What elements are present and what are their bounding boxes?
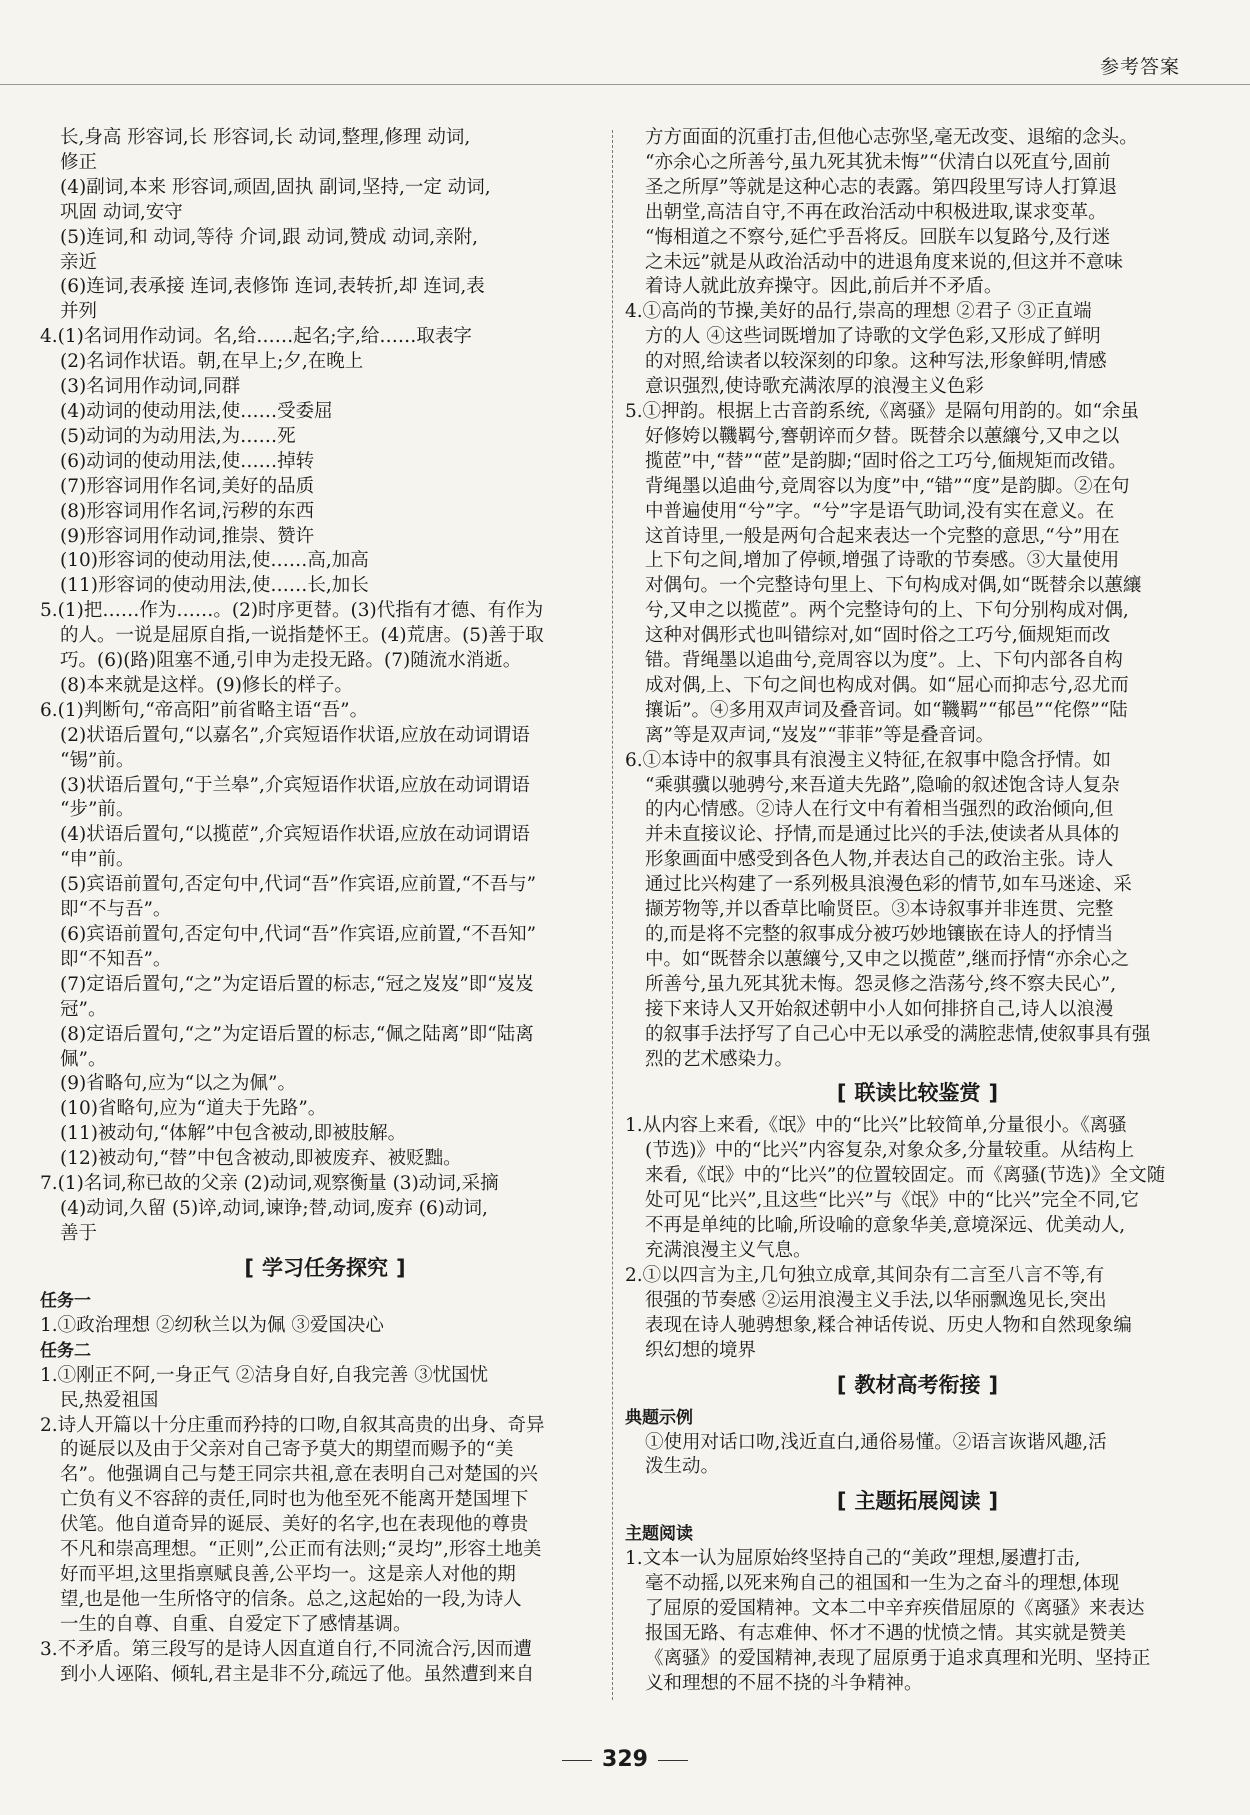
answer-line: (4)副词,本来 形容词,顽固,固执 副词,坚持,一定 动词, <box>60 176 491 198</box>
answer-line: 一生的自尊、自重、自爱定下了感情基调。 <box>60 1613 412 1635</box>
section-heading: [ 教材高考衔接 ] <box>836 1372 999 1397</box>
answer-line: 1.①刚正不阿,一身正气 ②洁身自好,自我完善 ③忧国忧 <box>40 1364 489 1386</box>
answer-line: 长,身高 形容词,长 形容词,长 动词,整理,修理 动词, <box>60 127 471 148</box>
answer-line: 来看,《氓》中的“比兴”的位置较固定。而《离骚(节选)》全文随 <box>645 1165 1166 1187</box>
answer-line: 所善兮,虽九死其犹未悔。怨灵修之浩荡兮,终不察夫民心”, <box>645 973 1117 995</box>
answer-line: 好修姱以鞿羁兮,謇朝谇而夕替。既替余以蕙纕兮,又申之以 <box>645 425 1120 447</box>
answer-line: 到小人诬陷、倾轧,君主是非不分,疏远了他。虽然遭到来自 <box>60 1663 535 1685</box>
answer-line: 1.①政治理想 ②纫秋兰以为佩 ③爱国决心 <box>40 1314 384 1336</box>
answer-line: (5)动词的为动用法,为……死 <box>60 425 296 447</box>
answer-line: (2)状语后置句,“以嘉名”,介宾短语作状语,应放在动词谓语 <box>60 724 530 746</box>
task-label: 任务二 <box>40 1340 91 1361</box>
answer-line: (6)连词,表承接 连词,表修饰 连词,表转折,却 连词,表 <box>60 276 485 298</box>
answer-line: 民,热爱祖国 <box>60 1389 159 1411</box>
answer-line: (6)宾语前置句,否定句中,代词“吾”作宾语,应前置,“不吾知” <box>60 924 537 945</box>
answer-line: “亦余心之所善兮,虽九死其犹未悔”“伏清白以死直兮,固前 <box>645 151 1111 173</box>
answer-line: 织幻想的境界 <box>645 1339 757 1361</box>
answer-line: 的叙事手法抒写了自己心中无以承受的满腔悲情,使叙事具有强 <box>645 1023 1151 1045</box>
section-heading: [ 学习任务探究 ] <box>244 1255 406 1280</box>
answer-line: 2.诗人开篇以十分庄重而矜持的口吻,自叙其高贵的出身、奇异 <box>40 1414 545 1436</box>
answer-line: (4)动词,久留 (5)谇,动词,谏诤;替,动词,废弃 (6)动词, <box>60 1197 488 1219</box>
answer-line: 即“不知吾”。 <box>60 948 172 970</box>
answer-line: 不再是单纯的比喻,所设喻的意象华美,意境深远、优美动人, <box>645 1215 1126 1237</box>
left-column <box>40 126 610 1687</box>
answer-line: 攘诟”。④多用双声词及叠音词。如“鞿羁”“郁邑”“侘傺”“陆 <box>645 699 1128 721</box>
answer-line: (9)形容词用作动词,推崇、赞许 <box>60 525 315 547</box>
answer-line: 伏笔。他自道奇异的诞辰、美好的名字,也在表现他的尊贵 <box>60 1514 529 1536</box>
answer-line: 接下来诗人又开始叙述朝中小人如何排挤自己,诗人以浪漫 <box>645 998 1114 1020</box>
answer-line: 毫不动摇,以死来殉自己的祖国和一生为之奋斗的理想,体现 <box>645 1573 1120 1595</box>
answer-line: 1.从内容上来看,《氓》中的“比兴”比较简单,分量很小。《离骚 <box>625 1115 1127 1137</box>
answer-line: 望,也是他一生所恪守的信条。总之,这起始的一段,为诗人 <box>60 1588 522 1610</box>
answer-line: (8)定语后置句,“之”为定语后置的标志,“佩之陆离”即“陆离 <box>60 1023 534 1045</box>
answer-line: (9)省略句,应为“以之为佩”。 <box>60 1073 297 1095</box>
answer-line: “乘骐骥以驰骋兮,来吾道夫先路”,隐喻的叙述饱含诗人复杂 <box>645 774 1120 796</box>
answer-line: “申”前。 <box>60 849 135 871</box>
answer-line: 并未直接议论、抒情,而是通过比兴的手法,使读者从具体的 <box>645 824 1120 846</box>
answer-line: (7)定语后置句,“之”为定语后置的标志,“冠之岌岌”即“岌岌 <box>60 973 534 995</box>
answer-line: (3)名词用作动词,同群 <box>60 376 241 398</box>
answer-line: 3.不矛盾。第三段写的是诗人因直道自行,不同流合污,因而遭 <box>40 1638 532 1660</box>
answer-line: 中普遍使用“兮”字。“兮”字是语气助词,没有实在意义。在 <box>645 500 1115 522</box>
answer-line: (12)被动句,“替”中包含被动,即被废弃、被贬黜。 <box>60 1148 462 1170</box>
answer-line: 着诗人就此放弃操守。因此,前后并不矛盾。 <box>645 276 1003 298</box>
answer-line: (11)被动句,“体解”中包含被动,即被肢解。 <box>60 1123 407 1145</box>
answer-line: (5)宾语前置句,否定句中,代词“吾”作宾语,应前置,“不吾与” <box>60 874 537 896</box>
section-heading-label: 学习任务探究 <box>262 1255 388 1280</box>
answer-line: (5)连词,和 动词,等待 介词,跟 动词,赞成 动词,亲附, <box>60 226 479 248</box>
answer-line: 泼生动。 <box>645 1456 720 1478</box>
answer-line: 出朝堂,高洁自守,不再在政治活动中积极进取,谋求变革。 <box>645 201 1107 223</box>
answer-line: 了屈原的爱国精神。文本二中辛弃疾借屈原的《离骚》来表达 <box>645 1598 1145 1620</box>
answer-line: 的对照,给读者以较深刻的印象。这种写法,形象鲜明,情感 <box>645 351 1107 373</box>
section-heading: [ 主题拓展阅读 ] <box>836 1489 999 1514</box>
answer-line: (8)本来就是这样。(9)修长的样子。 <box>60 674 353 696</box>
answer-line: 对偶句。一个完整诗句里上、下句构成对偶,如“既替余以蕙纕 <box>645 575 1142 597</box>
answer-line: 名”。他强调自己与楚王同宗共祖,意在表明自己对楚国的兴 <box>60 1464 538 1486</box>
answer-line: 意识强烈,使诗歌充满浓厚的浪漫主义色彩 <box>645 376 984 398</box>
answer-line: 错。背绳墨以追曲兮,竞周容以为度”。上、下句内部各自构 <box>645 650 1123 672</box>
answer-line: 1.文本一认为屈原始终坚持自己的“美政”理想,屡遭打击, <box>625 1548 1081 1570</box>
answer-line: 的内心情感。②诗人在行文中有着相当强烈的政治倾向,但 <box>645 799 1114 821</box>
task-label: 主题阅读 <box>625 1524 693 1545</box>
column-divider <box>612 130 613 1700</box>
page-footer <box>0 1747 1250 1772</box>
section-heading-label: 主题拓展阅读 <box>854 1489 981 1514</box>
answer-line: 报国无路、有志难伸、怀才不遇的忧愤之情。其实就是赞美 <box>645 1623 1127 1645</box>
answer-line: (4)状语后置句,“以揽茝”,介宾短语作状语,应放在动词谓语 <box>60 824 530 846</box>
footer-dash-left <box>562 1760 592 1761</box>
answer-line: 充满浪漫主义气息。 <box>645 1239 812 1261</box>
answer-line: 圣之所厚”等就是这种心志的表露。第四段里写诗人打算退 <box>645 176 1117 198</box>
answer-line: 巩固 动词,安守 <box>60 201 183 223</box>
answer-line: 通过比兴构建了一系列极具浪漫色彩的情节,如车马迷途、采 <box>645 874 1132 896</box>
answer-line: 很强的节奏感 ②运用浪漫主义手法,以华丽飘逸见长,突出 <box>645 1289 1107 1311</box>
answer-line: 方方面面的沉重打击,但他心志弥坚,毫无改变、退缩的念头。 <box>645 127 1138 148</box>
answer-line: (7)形容词用作名词,美好的品质 <box>60 475 315 497</box>
answer-line: ①使用对话口吻,浅近直白,通俗易懂。②语言诙谐风趣,活 <box>645 1431 1107 1453</box>
answer-line: 巧。(6)(路)阻塞不通,引申为走投无路。(7)随流水消逝。 <box>60 650 522 672</box>
answer-line: 离”等是双声词,“岌岌”“菲菲”等是叠音词。 <box>645 724 995 746</box>
answer-line: 亡负有义不容辞的责任,同时也为他至死不能离开楚国埋下 <box>60 1489 529 1511</box>
answer-line: 上下句之间,增加了停顿,增强了诗歌的节奏感。③大量使用 <box>645 550 1120 572</box>
answer-line: 烈的艺术感染力。 <box>645 1048 794 1070</box>
answer-line: 的诞辰以及由于父亲对自己寄予莫大的期望而赐予的“美 <box>60 1439 514 1461</box>
task-label: 典题示例 <box>625 1407 693 1428</box>
answer-line: 修正 <box>60 151 98 173</box>
answer-line: (3)状语后置句,“于兰皋”,介宾短语作状语,应放在动词谓语 <box>60 774 530 796</box>
answer-line: 这种对偶形式也叫错综对,如“固时俗之工巧兮,偭规矩而改 <box>645 625 1111 647</box>
answer-line: 并列 <box>60 301 98 323</box>
answer-line: (2)名词作状语。朝,在早上;夕,在晚上 <box>60 351 364 373</box>
page-number: 329 <box>602 1747 648 1772</box>
answer-line: 6.(1)判断句,“帝高阳”前省略主语“吾”。 <box>40 699 369 721</box>
answer-line: “锡”前。 <box>60 749 135 771</box>
answer-line: 表现在诗人驰骋想象,糅合神话传说、历史人物和自然现象编 <box>645 1314 1132 1336</box>
answer-line: 《离骚》的爱国精神,表现了屈原勇于追求真理和光明、坚持正 <box>645 1647 1151 1669</box>
answer-line: “悔相道之不察兮,延伫乎吾将反。回朕车以复路兮,及行迷 <box>645 226 1111 248</box>
answer-line: (10)省略句,应为“道夫于先路”。 <box>60 1098 327 1120</box>
answer-line: 6.①本诗中的叙事具有浪漫主义特征,在叙事中隐含抒情。如 <box>625 749 1112 771</box>
answer-line: 佩”。 <box>60 1048 107 1070</box>
answer-line: 7.(1)名词,称已故的父亲 (2)动词,观察衡量 (3)动词,采摘 <box>40 1173 499 1195</box>
page-header-title: 参考答案 <box>1099 56 1180 78</box>
answer-line: (6)动词的使动用法,使……掉转 <box>60 450 315 472</box>
right-column <box>625 126 1210 1697</box>
answer-line: 善于 <box>60 1222 98 1244</box>
answer-line: 5.(1)把……作为……。(2)时序更替。(3)代指有才德、有作为 <box>40 600 544 622</box>
footer-dash-right <box>658 1760 688 1761</box>
answer-line: (节选)》中的“比兴”内容复杂,对象众多,分量较重。从结构上 <box>645 1140 1135 1162</box>
answer-line: 4.(1)名词用作动词。名,给……起名;字,给……取表字 <box>40 326 472 348</box>
answer-line: 形象画面中感受到各色人物,并表达自己的政治主张。诗人 <box>645 849 1114 871</box>
answer-line: (11)形容词的使动用法,使……长,加长 <box>60 575 369 597</box>
answer-line: 4.①高尚的节操,美好的品行,崇高的理想 ②君子 ③正直端 <box>625 301 1092 323</box>
answer-line: 兮,又申之以揽茝”。两个完整诗句的上、下句分别构成对偶, <box>645 600 1129 622</box>
answer-line: 即“不与吾”。 <box>60 899 172 921</box>
answer-line: 中。如“既替余以蕙纕兮,又申之以揽茝”,继而抒情“亦余心之 <box>645 948 1130 970</box>
answer-line: (10)形容词的使动用法,使……高,加高 <box>60 550 369 572</box>
answer-line: 义和理想的不屈不挠的斗争精神。 <box>645 1672 923 1694</box>
answer-line: 2.①以四言为主,几句独立成章,其间杂有二言至八言不等,有 <box>625 1264 1105 1286</box>
header-rule <box>0 84 1250 85</box>
answer-line: 揽茝”中,“替”“茝”是韵脚;“固时俗之工巧兮,偭规矩而改错。 <box>645 450 1127 472</box>
answer-line: (4)动词的使动用法,使……受委屈 <box>60 400 333 422</box>
answer-line: 亲近 <box>60 251 98 273</box>
answer-line: (8)形容词用作名词,污秽的东西 <box>60 500 315 522</box>
answer-line: 冠”。 <box>60 998 107 1020</box>
section-heading-label: 联读比较鉴赏 <box>854 1081 981 1106</box>
answer-line: 不凡和崇高理想。“正则”,公正而有法则;“灵均”,形容土地美 <box>60 1539 542 1561</box>
answer-line: 这首诗里,一般是两句合起来表达一个完整的意思,“兮”用在 <box>645 525 1120 547</box>
answer-line: 撷芳物等,并以香草比喻贤臣。③本诗叙事并非连贯、完整 <box>645 899 1114 921</box>
answer-line: 之未远”就是从政治活动中的进退角度来说的,但这并不意味 <box>645 251 1123 273</box>
section-heading: [ 联读比较鉴赏 ] <box>836 1081 999 1106</box>
answer-line: 5.①押韵。根据上古音韵系统,《离骚》是隔句用韵的。如“余虽 <box>625 400 1139 422</box>
task-label: 任务一 <box>40 1290 91 1311</box>
answer-line: 成对偶,上、下句之间也构成对偶。如“屈心而抑志兮,忍尤而 <box>645 674 1129 696</box>
section-heading-label: 教材高考衔接 <box>854 1372 981 1397</box>
answer-line: 背绳墨以追曲兮,竞周容以为度”中,“错”“度”是韵脚。②在句 <box>645 475 1130 497</box>
answer-line: 方的人 ④这些词既增加了诗歌的文学色彩,又形成了鲜明 <box>645 326 1101 348</box>
answer-line: 的,而是将不完整的叙事成分被巧妙地镶嵌在诗人的抒情当 <box>645 924 1114 945</box>
answer-line: 好而平坦,这里指禀赋良善,公平均一。这是亲人对他的期 <box>60 1563 516 1585</box>
answer-line: “步”前。 <box>60 799 135 821</box>
answer-line: 的人。一说是屈原自指,一说指楚怀王。(4)荒唐。(5)善于取 <box>60 625 544 647</box>
answer-line: 处可见“比兴”,且这些“比兴”与《氓》中的“比兴”完全不同,它 <box>645 1190 1140 1212</box>
